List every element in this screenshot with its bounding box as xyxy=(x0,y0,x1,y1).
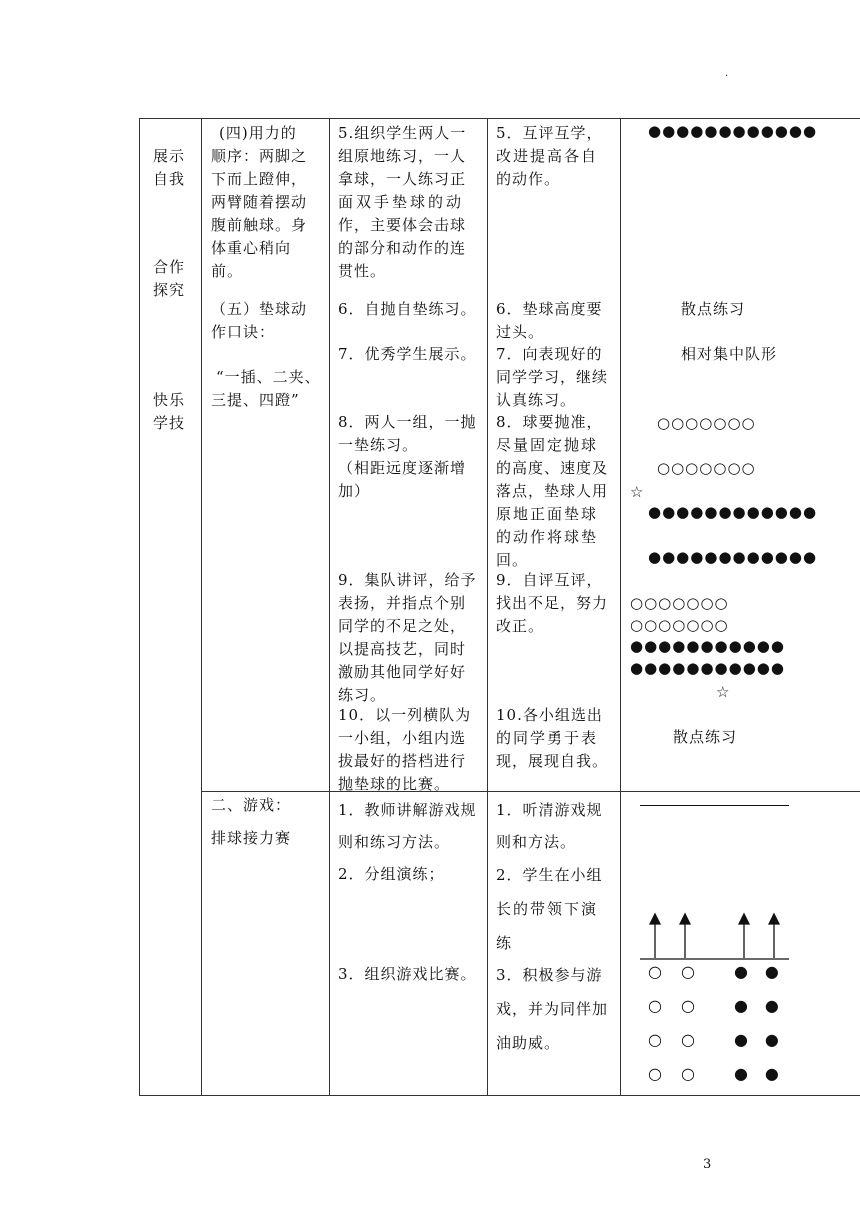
text-line: 体重心稍向 xyxy=(211,239,292,257)
text-line: 6．垫球高度要 xyxy=(496,300,603,318)
relay-diagram xyxy=(640,912,790,962)
player-filled: ● xyxy=(764,996,780,1015)
text-line: （相距远度逐渐增 xyxy=(338,459,467,477)
label-scatter-practice: 散点练习 xyxy=(673,728,738,746)
section-label-kuaile xyxy=(153,389,185,435)
text-line: 练习。 xyxy=(338,686,387,704)
text-line: 一小组，小组内选 xyxy=(338,729,467,747)
text-line: 改正。 xyxy=(496,617,545,635)
teacher-game-3: 3．组织游戏比赛。 xyxy=(338,965,477,983)
text-line: 抛垫球的比赛。 xyxy=(338,775,451,793)
page-number: 3 xyxy=(703,1157,713,1172)
content-step5-rhyme xyxy=(211,366,321,412)
text-line: 找出不足，努力 xyxy=(496,594,609,612)
text-line: (四)用力的 xyxy=(219,124,297,142)
teacher-star-icon: ☆ xyxy=(630,483,645,501)
text-line: 的高度、速度及 xyxy=(496,459,609,477)
text-line: 拿球，一人练习正 xyxy=(338,170,467,188)
player-open: ○ xyxy=(648,996,663,1015)
player-filled: ● xyxy=(733,1064,749,1083)
player-filled: ● xyxy=(733,996,749,1015)
label-line: 学技 xyxy=(153,414,186,432)
student-item-8 xyxy=(496,411,608,572)
teacher-game-2: 2．分组演练； xyxy=(338,865,445,883)
formation-row-open: ○○○○○○○ xyxy=(630,616,729,634)
text-line: 的同学勇于表 xyxy=(496,729,599,747)
text-line: 练 xyxy=(496,934,513,952)
text-line: 组原地练习，一人 xyxy=(338,147,467,165)
teacher-item-10 xyxy=(338,704,471,796)
text-line: 的动作。 xyxy=(496,170,561,188)
student-item-7 xyxy=(496,343,608,412)
top-mark: . xyxy=(725,68,730,79)
text-line: 则和方法。 xyxy=(496,833,577,851)
student-game-3 xyxy=(496,958,608,1060)
player-filled: ● xyxy=(733,962,749,981)
relay-row xyxy=(648,1031,780,1049)
text-line: 9．集队讲评，给予 xyxy=(338,571,477,589)
text-line: 表扬，并指点个别 xyxy=(338,594,467,612)
game-title: 二、游戏： xyxy=(211,796,292,814)
text-line: 现，展现自我。 xyxy=(496,752,609,770)
text-line: 5．互评互学， xyxy=(496,124,603,142)
label-concentrated-formation: 相对集中队形 xyxy=(681,345,778,363)
text-line: 10．以一列横队为 xyxy=(338,706,472,724)
text-line: 同学学习，继续 xyxy=(496,368,609,386)
text-line: 落点，垫球人用 xyxy=(496,482,609,500)
text-line: 过头。 xyxy=(496,323,545,341)
text-line: 认真练习。 xyxy=(496,391,577,409)
player-open: ○ xyxy=(680,1064,696,1083)
player-filled: ● xyxy=(764,962,780,981)
student-game-2 xyxy=(496,858,603,960)
text-line: 以提高技艺，同时 xyxy=(338,640,467,658)
label-line: 快乐 xyxy=(153,391,186,409)
text-line: 三提、四蹬” xyxy=(211,391,300,409)
relay-row xyxy=(648,997,780,1015)
label-line: 探究 xyxy=(153,281,186,299)
game-name: 排球接力赛 xyxy=(211,829,292,847)
text-line: 拔最好的搭档进行 xyxy=(338,752,467,770)
student-game-1 xyxy=(496,794,603,858)
student-item-6 xyxy=(496,298,603,344)
student-item-9 xyxy=(496,569,608,638)
relay-row xyxy=(648,1065,780,1083)
teacher-item-7: 7．优秀学生展示。 xyxy=(338,345,477,363)
arrow-up-icon xyxy=(739,914,749,924)
text-line: 戏，并为同伴加 xyxy=(496,1000,609,1018)
player-open: ○ xyxy=(648,1030,663,1049)
label-line: 自我 xyxy=(153,170,186,188)
text-line: 加） xyxy=(338,482,371,500)
text-line: 油助威。 xyxy=(496,1034,561,1052)
arrow-up-icon xyxy=(769,914,779,924)
text-line: 改进提高各自 xyxy=(496,147,599,165)
student-item-5 xyxy=(496,122,603,191)
text-line: 下而上蹬伸， xyxy=(211,170,308,188)
text-line: 前。 xyxy=(211,262,244,280)
text-line: 作，主要体会击球 xyxy=(338,216,467,234)
player-open: ○ xyxy=(680,1030,696,1049)
teacher-star-icon: ☆ xyxy=(716,683,731,701)
finish-line xyxy=(640,805,789,806)
arrow-up-icon xyxy=(680,914,690,924)
relay-row xyxy=(648,963,780,981)
formation-row-open: ○○○○○○○ xyxy=(657,414,756,432)
formation-row-open: ○○○○○○○ xyxy=(657,459,756,477)
player-filled: ● xyxy=(733,1030,749,1049)
formation-row-filled: ●●●●●●●●●●● xyxy=(630,659,785,677)
formation-row-filled: ●●●●●●●●●●● xyxy=(630,637,785,655)
teacher-game-1 xyxy=(338,794,477,858)
text-line: 贯性。 xyxy=(338,262,387,280)
text-line: 的部分和动作的连 xyxy=(338,239,467,257)
text-line: 一垫练习。 xyxy=(338,436,419,454)
teacher-item-8 xyxy=(338,411,477,503)
formation-row-filled: ●●●●●●●●●●●● xyxy=(648,122,818,140)
text-line: 8．两人一组，一抛 xyxy=(338,413,477,431)
teacher-item-6: 6．自抛自垫练习。 xyxy=(338,300,477,318)
player-filled: ● xyxy=(764,1030,780,1049)
text-line: 作口诀： xyxy=(211,323,276,341)
player-open: ○ xyxy=(648,1064,663,1083)
section-label-hezuo xyxy=(153,256,185,302)
text-line: 原地正面垫球 xyxy=(496,505,599,523)
text-line: 9．自评互评， xyxy=(496,571,603,589)
text-line: （五）垫球动 xyxy=(211,300,308,318)
section-label-zhanshi xyxy=(153,145,185,191)
formation-row-filled: ●●●●●●●●●●●● xyxy=(648,503,818,521)
text-line: “一插、二夹、 xyxy=(216,368,321,386)
student-item-10 xyxy=(496,704,608,773)
text-line: 7．向表现好的 xyxy=(496,345,603,363)
text-line: 同学的不足之处， xyxy=(338,617,467,635)
text-line: 1．教师讲解游戏规 xyxy=(338,801,477,819)
text-line: 的动作将球垫 xyxy=(496,528,599,546)
text-line: 长的带领下演 xyxy=(496,900,599,918)
player-open: ○ xyxy=(648,962,663,981)
content-step5 xyxy=(211,298,307,344)
text-line: 8．球要抛准， xyxy=(496,413,603,431)
formation-row-filled: ●●●●●●●●●●●● xyxy=(648,548,818,566)
text-line: 10.各小组选出 xyxy=(496,706,603,724)
arrow-up-icon xyxy=(650,914,660,924)
text-line: 5.组织学生两人一 xyxy=(338,124,467,142)
text-line: 则和练习方法。 xyxy=(338,833,451,851)
content-step4 xyxy=(211,122,307,283)
text-line: 尽量固定抛球 xyxy=(496,436,599,454)
text-line: 2．学生在小组 xyxy=(496,866,603,884)
player-open: ○ xyxy=(680,962,696,981)
text-line: 1．听清游戏规 xyxy=(496,801,603,819)
teacher-item-5 xyxy=(338,122,466,283)
text-line: 两臂随着摆动 xyxy=(211,193,308,211)
player-filled: ● xyxy=(764,1064,780,1083)
label-line: 合作 xyxy=(153,258,186,276)
text-line: 腹前触球。身 xyxy=(211,216,308,234)
label-line: 展示 xyxy=(153,147,186,165)
text-line: 3．积极参与游 xyxy=(496,966,603,984)
teacher-item-9 xyxy=(338,569,477,707)
player-open: ○ xyxy=(680,996,696,1015)
label-scatter-practice: 散点练习 xyxy=(681,300,746,318)
text-line: 激励其他同学好好 xyxy=(338,663,467,681)
text-line: 回。 xyxy=(496,551,529,569)
text-line: 顺序：两脚之 xyxy=(211,147,308,165)
text-line: 面双手垫球的动 xyxy=(338,193,465,211)
formation-row-open: ○○○○○○○ xyxy=(630,594,729,612)
